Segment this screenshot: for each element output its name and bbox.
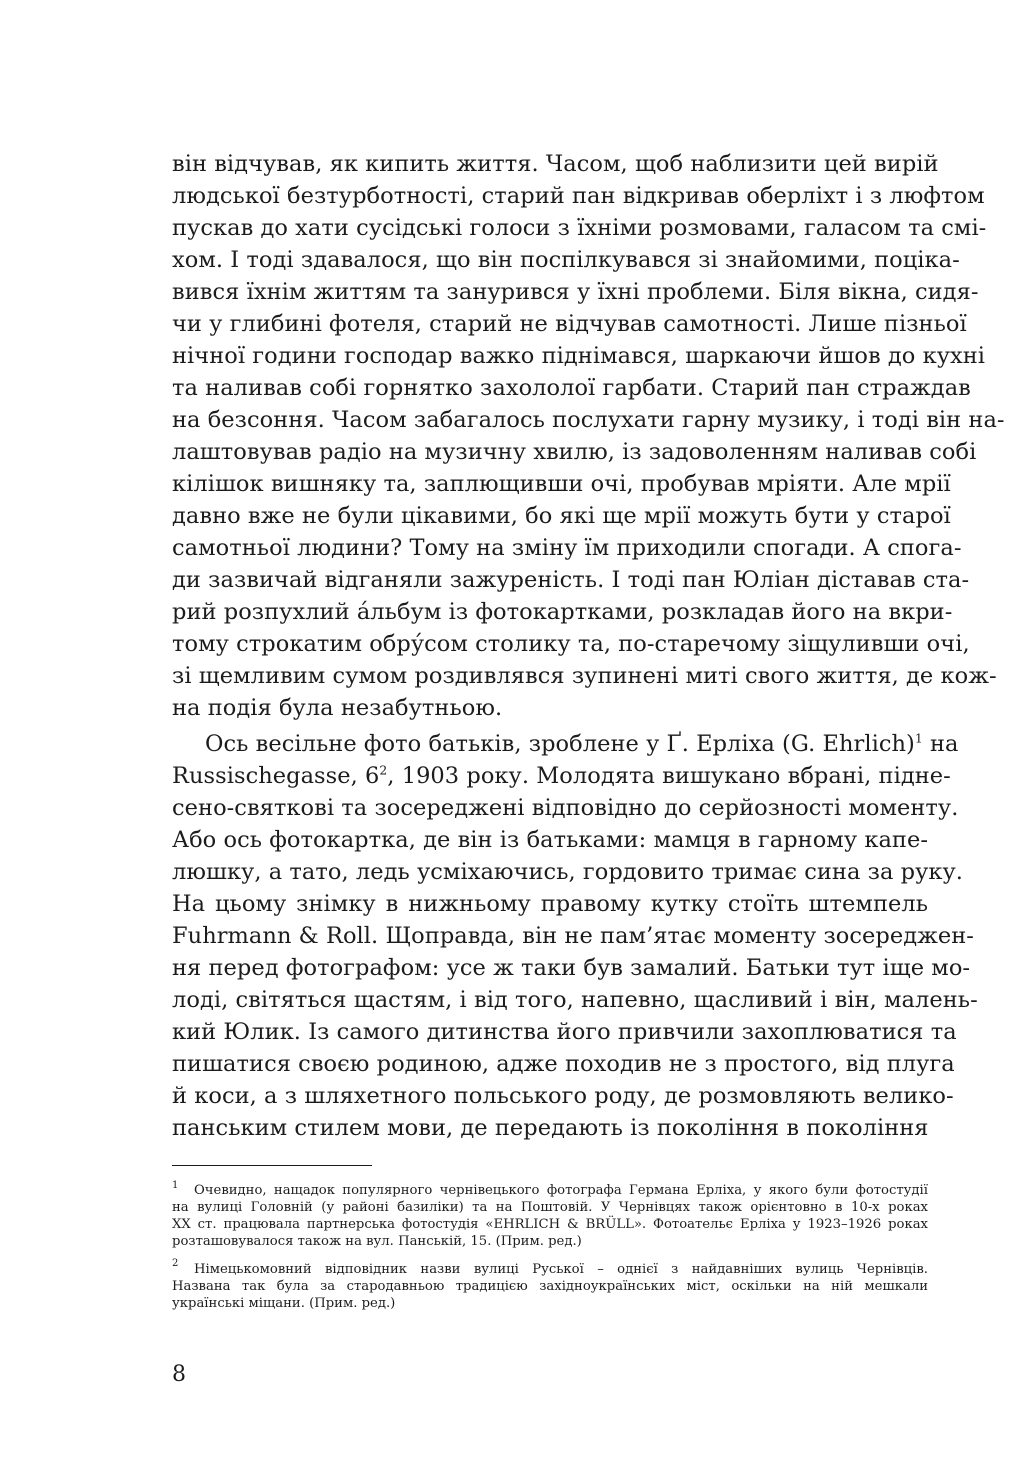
text-line: лаштовував радіо на музичну хвилю, із задоволенням наливав собі bbox=[172, 439, 977, 465]
text-line: ня перед фотографом: усе ж таки був замалий. Батьки тут іще мо- bbox=[172, 955, 971, 981]
text-line: зі щемливим сумом роздивлявся зупинені миті свого життя, де кож- bbox=[172, 663, 997, 689]
footnote-mark: 1 bbox=[172, 1180, 179, 1191]
text-line: він відчував, як кипить життя. Часом, щоб наблизити цей вирій bbox=[172, 151, 939, 177]
footnote-line: на вулиці Головній (у районі базиліки) та на Поштовій. У Чернівцях також орієнтовно в 10-х роках bbox=[172, 1200, 928, 1215]
text-line: хом. І тоді здавалося, що він поспілкувався зі знайомими, поціка- bbox=[172, 247, 960, 273]
footnote-line: розташовувалося також на вул. Панській, 15. (Прим. ред.) bbox=[172, 1234, 582, 1249]
footnote-mark: 2 bbox=[172, 1258, 179, 1269]
footnote-line: Німецькомовний відповідник назви вулиці Руської – однієї з найдавніших вулиць Чернівців. bbox=[194, 1262, 928, 1277]
text-span: , 1903 року. Молодята вишукано вбрані, підне- bbox=[387, 763, 951, 789]
footnote-line: Очевидно, нащадок популярного чернівецького фотографа Германа Ерліха, у якого були фотостудії bbox=[194, 1183, 928, 1198]
footnote-line: українські міщани. (Прим. ред.) bbox=[172, 1296, 396, 1311]
text-line: пишатися своєю родиною, адже походив не з простого, від плуга bbox=[172, 1051, 955, 1077]
text-line: кілішок вишняку та, заплющивши очі, пробував мріяти. Але мрії bbox=[172, 471, 951, 497]
text-line: людської безтурботності, старий пан відкривав оберліхт і з люфтом bbox=[172, 183, 985, 209]
text-line: Або ось фотокартка, де він із батьками: мамця в гарному капе- bbox=[172, 827, 928, 853]
text-line: Fuhrmann & Roll. Щоправда, він не пам’ятає моменту зосереджен- bbox=[172, 923, 974, 949]
text-line: вився їхнім життям та занурився у їхні проблеми. Біля вікна, сидя- bbox=[172, 279, 979, 305]
text-line: кий Юлик. Із самого дитинства його привчили захоплюватися та bbox=[172, 1019, 957, 1045]
text-line: давно вже не були цікавими, бо які ще мрії можуть бути у старої bbox=[172, 503, 951, 529]
text-line: та наливав собі горнятко захололої гарбати. Старий пан страждав bbox=[172, 375, 971, 401]
page-number: 8 bbox=[172, 1362, 186, 1387]
text-line: сено-святкові та зосереджені відповідно до серйозності моменту. bbox=[172, 795, 959, 821]
text-line: люшку, а тато, ледь усміхаючись, гордовито тримає сина за руку. bbox=[172, 859, 963, 885]
text-span: Ось весільне фото батьків, зроблене у Ґ. Ерліха (G. Ehrlich) bbox=[205, 731, 915, 757]
text-span: Russischegasse, 6 bbox=[172, 763, 380, 789]
text-line: тому строкатим обру́сом столику та, по-старечому зіщуливши очі, bbox=[172, 631, 970, 657]
text-line: пускав до хати сусідські голоси з їхніми розмовами, галасом та смі- bbox=[172, 215, 987, 241]
text-line: лоді, світяться щастям, і від того, напевно, щасливий і він, малень- bbox=[172, 987, 978, 1013]
footnote-ref-1[interactable]: 1 bbox=[914, 731, 923, 746]
text-line: самотньої людини? Тому на зміну їм приходили спогади. А спога- bbox=[172, 535, 962, 561]
footnote-divider bbox=[172, 1165, 372, 1166]
footnote-line: ХХ ст. працювала партнерська фотостудія «EHRLICH & BRÜLL». Фотоательє Ерліха у 1923–1926 роках bbox=[172, 1217, 928, 1232]
text-line: нічної години господар важко піднімався, шаркаючи йшов до кухні bbox=[172, 343, 986, 369]
text-line: чи у глибині фотеля, старий не відчував самотності. Лише пізньої bbox=[172, 311, 967, 337]
text-line: ди зазвичай відганяли зажуреність. І тоді пан Юліан діставав ста- bbox=[172, 567, 970, 593]
text-line: на безсоння. Часом забагалось послухати гарну музику, і тоді він на- bbox=[172, 407, 1005, 433]
footnote-line: Названа так була за стародавньою традицією західноукраїнських міст, оскільки на ній мешкали bbox=[172, 1279, 928, 1294]
text-span: на bbox=[922, 731, 959, 757]
footnote-ref-2[interactable]: 2 bbox=[379, 763, 388, 778]
text-line: На цьому знімку в нижньому правому кутку стоїть штемпель bbox=[172, 891, 928, 917]
text-line bbox=[205, 728, 959, 760]
text-line: на подія була незабутньою. bbox=[172, 695, 503, 721]
text-line: панським стилем мови, де передають із покоління в покоління bbox=[172, 1115, 929, 1141]
text-line bbox=[172, 760, 951, 792]
text-line: рий розпухлий а́льбум із фотокартками, розкладав його на вкри- bbox=[172, 599, 953, 625]
text-line: й коси, а з шляхетного польського роду, де розмовляють велико- bbox=[172, 1083, 954, 1109]
